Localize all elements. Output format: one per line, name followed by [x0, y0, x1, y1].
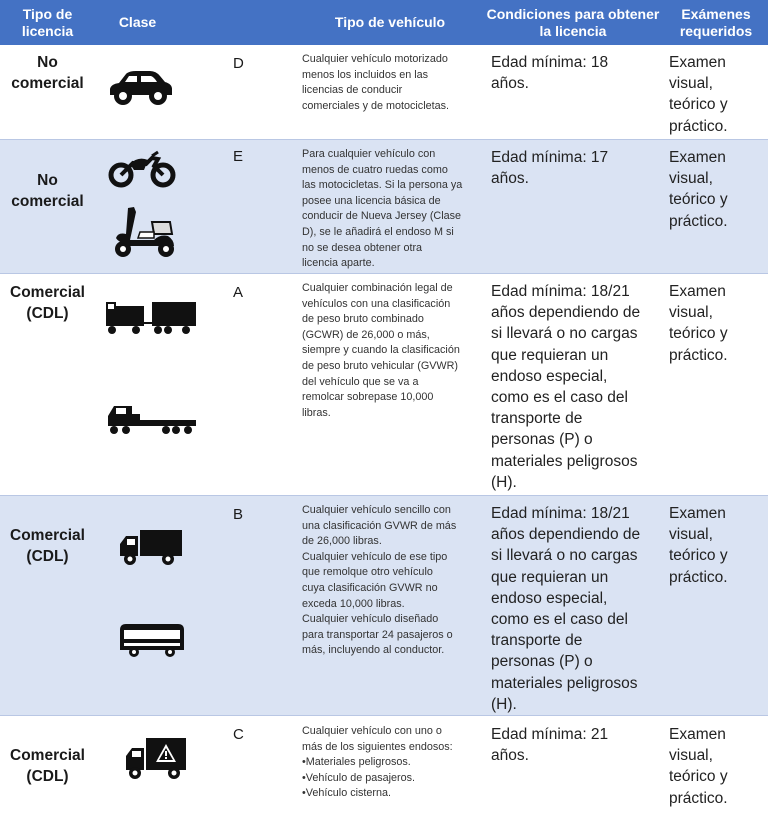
license-type-line: Comercial: [10, 527, 85, 544]
description-line: Para cualquier vehículo con: [302, 148, 436, 160]
header-license-type-line: Tipo de: [22, 5, 73, 22]
exams-line: práctico.: [669, 789, 728, 807]
exams-line: visual,: [669, 75, 713, 93]
exams-line: práctico.: [669, 117, 728, 135]
conditions-line: materiales peligrosos: [491, 674, 638, 692]
conditions-line: transporte de: [491, 632, 583, 650]
exams-line: visual,: [669, 304, 713, 322]
header-conditions: [482, 0, 664, 45]
car-icon: [106, 69, 174, 107]
license-type-line: No: [37, 54, 58, 71]
class-letter: D: [233, 55, 244, 72]
conditions-line: años.: [491, 170, 529, 188]
exams-line: Examen: [669, 283, 726, 300]
description-line: no se desea obtener otra: [302, 241, 423, 254]
table-header: [0, 0, 768, 45]
description-line: remolcar sobrepase 10,000: [302, 391, 434, 404]
exams-line: teórico y: [669, 325, 728, 343]
license-type-line: comercial: [11, 193, 84, 210]
bus-icon: [118, 622, 186, 660]
description-line: (GCWR) de 26,000 o más,: [302, 328, 430, 341]
description-line: de 26,000 libras.: [302, 535, 382, 548]
exams-line: Examen: [669, 54, 726, 71]
exams-cell: [669, 281, 764, 366]
license-type-cell: [0, 170, 95, 212]
conditions-line: (H).: [491, 473, 517, 491]
exams-line: Examen: [669, 149, 726, 166]
description-line: las motocicletas. Si la persona ya: [302, 179, 463, 192]
description-line: conducir de Nueva Jersey (Clase: [302, 210, 462, 223]
exams-line: práctico.: [669, 568, 728, 586]
truck-trailer-icon: [106, 300, 196, 336]
vehicle-description: [302, 147, 478, 272]
description-line: Cualquier vehículo con uno o: [302, 725, 442, 737]
conditions-line: si llevará o no cargas: [491, 325, 638, 343]
description-line: Cualquier vehículo motorizado: [302, 53, 448, 65]
flatbed-truck-icon: [106, 402, 196, 436]
hazmat-truck-icon: [124, 736, 188, 780]
scooter-icon: [110, 204, 178, 260]
description-line: siempre y cuando la clasificación: [302, 344, 460, 357]
header-exams-line: Exámenes: [681, 5, 751, 22]
description-line: menos de cuatro ruedas como: [302, 163, 448, 176]
header-license-type-line: licencia: [21, 22, 74, 39]
conditions-line: Edad mínima: 18/21: [491, 283, 630, 300]
exams-cell: [669, 724, 764, 809]
conditions-cell: [491, 503, 661, 715]
header-vehicle-type: [290, 0, 490, 45]
conditions-line: endoso especial,: [491, 589, 608, 607]
conditions-line: años.: [491, 75, 529, 93]
exams-line: teórico y: [669, 191, 728, 209]
conditions-line: como es el caso del: [491, 611, 628, 629]
license-type-line: Comercial: [10, 284, 85, 301]
conditions-line: que requieran un: [491, 346, 609, 364]
description-line: licencia aparte.: [302, 257, 375, 270]
header-license-type: [0, 0, 95, 45]
description-line: que remolque otro vehículo: [302, 566, 433, 579]
conditions-line: personas (P) o: [491, 653, 593, 671]
description-line: •Vehículo de pasajeros.: [302, 771, 416, 784]
conditions-cell: [491, 281, 661, 493]
conditions-line: Edad mínima: 18/21: [491, 505, 630, 522]
conditions-line: años dependiendo de: [491, 526, 641, 544]
header-class-label: Clase: [118, 14, 157, 30]
description-line: Cualquier vehículo sencillo con: [302, 504, 451, 516]
header-exams-line: requeridos: [679, 22, 753, 39]
table-row: [0, 496, 768, 716]
conditions-cell: [491, 724, 661, 766]
description-line: Cualquier vehículo diseñado: [302, 613, 439, 626]
description-line: del vehículo que se va a: [302, 375, 419, 388]
conditions-line: personas (P) o: [491, 431, 593, 449]
box-truck-icon: [118, 528, 184, 566]
description-line: de peso bruto combinado: [302, 313, 424, 326]
conditions-line: que requieran un: [491, 568, 609, 586]
description-line: cuya clasificación GVWR no: [302, 581, 438, 594]
conditions-line: años dependiendo de: [491, 304, 641, 322]
conditions-line: años.: [491, 747, 529, 765]
description-line: D), se le añadirá el endoso M si: [302, 225, 454, 238]
exams-line: teórico y: [669, 547, 728, 565]
exams-line: teórico y: [669, 96, 728, 114]
description-line: más de los siguientes endosos:: [302, 740, 453, 753]
class-letter: C: [233, 726, 244, 743]
exams-line: visual,: [669, 170, 713, 188]
exams-line: Examen: [669, 505, 726, 522]
class-letter: E: [233, 148, 244, 165]
vehicle-description: [302, 52, 478, 114]
conditions-line: transporte de: [491, 410, 583, 428]
description-line: Cualquier combinación legal de: [302, 282, 453, 294]
header-conditions-line: Condiciones para obtener: [486, 5, 660, 22]
description-line: para transportar 24 pasajeros o: [302, 628, 453, 641]
description-line: menos los incluidos en las: [302, 68, 429, 81]
conditions-line: Edad mínima: 21: [491, 726, 609, 743]
conditions-line: Edad mínima: 17: [491, 149, 609, 166]
conditions-line: Edad mínima: 18: [491, 54, 609, 71]
description-line: comerciales y de motocicletas.: [302, 99, 450, 112]
class-letter: B: [233, 506, 244, 523]
description-line: vehículos con una clasificación: [302, 297, 451, 310]
conditions-line: (H).: [491, 695, 517, 713]
description-line: posee una licencia básica de: [302, 194, 441, 207]
license-type-cell: [0, 52, 95, 94]
description-line: Cualquier vehículo de ese tipo: [302, 550, 448, 563]
vehicle-description: [302, 724, 478, 802]
exams-line: Examen: [669, 726, 726, 743]
description-line: una clasificación GVWR de más: [302, 519, 457, 532]
motorcycle-icon: [108, 150, 176, 188]
exams-line: teórico y: [669, 768, 728, 786]
license-type-cell: [0, 525, 95, 567]
exams-line: visual,: [669, 526, 713, 544]
table-row: [0, 140, 768, 274]
license-type-line: No: [37, 172, 58, 189]
header-exams: [664, 0, 768, 45]
license-type-cell: [0, 282, 95, 324]
description-line: más, incluyendo al conductor.: [302, 644, 445, 657]
license-type-line: comercial: [11, 75, 84, 92]
exams-cell: [669, 52, 764, 137]
exams-line: visual,: [669, 747, 713, 765]
table-row: [0, 45, 768, 140]
license-type-line: (CDL): [26, 768, 69, 785]
description-line: exceda 10,000 libras.: [302, 597, 405, 610]
header-conditions-line: la licencia: [539, 22, 607, 39]
conditions-line: como es el caso del: [491, 389, 628, 407]
description-line: licencias de conducir: [302, 84, 403, 97]
exams-cell: [669, 147, 764, 232]
table-row: [0, 716, 768, 817]
license-type-line: Comercial: [10, 747, 85, 764]
license-type-line: (CDL): [26, 305, 69, 322]
license-type-line: (CDL): [26, 548, 69, 565]
conditions-cell: [491, 52, 661, 94]
license-type-cell: [0, 745, 95, 787]
description-line: de peso bruto vehicular (GVWR): [302, 359, 459, 372]
conditions-line: materiales peligrosos: [491, 452, 638, 470]
header-vehicle-type-label: Tipo de vehículo: [334, 14, 446, 30]
vehicle-description: [302, 503, 478, 659]
exams-cell: [669, 503, 764, 588]
description-line: libras.: [302, 406, 331, 419]
description-line: •Vehículo cisterna.: [302, 787, 392, 800]
header-class: [95, 0, 180, 45]
exams-line: práctico.: [669, 346, 728, 364]
conditions-cell: [491, 147, 661, 189]
description-line: •Materiales peligrosos.: [302, 756, 411, 769]
table-row: [0, 274, 768, 496]
exams-line: práctico.: [669, 212, 728, 230]
class-letter: A: [233, 284, 244, 301]
conditions-line: si llevará o no cargas: [491, 547, 638, 565]
conditions-line: endoso especial,: [491, 367, 608, 385]
vehicle-description: [302, 281, 478, 421]
